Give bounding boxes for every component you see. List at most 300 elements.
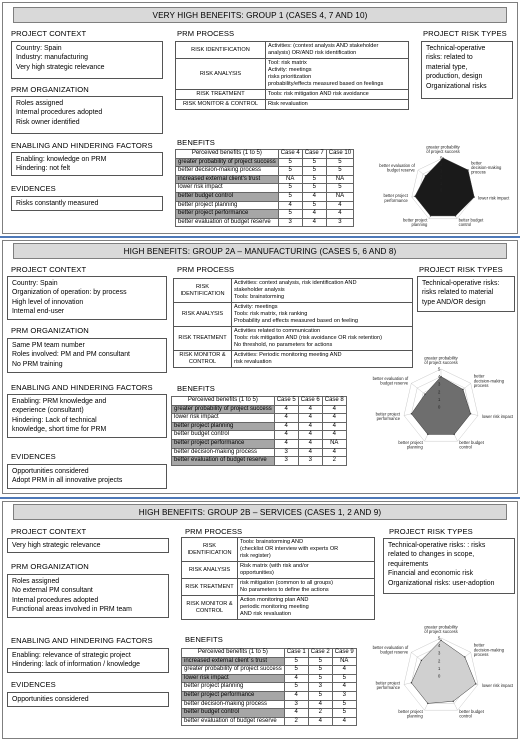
benefit-score: 5: [326, 158, 353, 167]
evidences-title: EVIDENCES: [11, 184, 56, 193]
benefit-label: better decision-making process: [172, 448, 275, 457]
radar-point: [442, 157, 443, 158]
radar-point: [454, 434, 455, 435]
process-title: PRM PROCESS: [177, 265, 235, 274]
factors-title: ENABLING AND HINDERING FACTORS: [11, 383, 153, 392]
benefits-case-header: Case 2: [308, 649, 332, 658]
benefits-radar-chart: [363, 136, 517, 232]
benefit-score: 4: [322, 448, 346, 457]
group-divider: [0, 236, 520, 238]
process-row: [176, 90, 409, 100]
benefits-row: [182, 657, 357, 666]
radar-point: [438, 374, 441, 380]
benefit-score: NA: [326, 192, 353, 201]
radar-series-area: [411, 377, 470, 435]
organization-item: Roles assigned: [16, 100, 64, 107]
organization-title: PRM ORGANIZATION: [11, 85, 89, 94]
risk-type-item: production, design: [426, 73, 483, 81]
risk-type-item: requirements: [388, 560, 429, 568]
benefits-case-header: Case 7: [302, 150, 326, 159]
radar-tick-label: 5: [438, 366, 441, 372]
benefit-score: 5: [326, 167, 353, 176]
benefits-row: [182, 674, 357, 683]
process-line: Action monitoring plan AND: [240, 597, 309, 603]
organization-title: PRM ORGANIZATION: [11, 562, 89, 571]
radar-tick-label: 4: [438, 643, 441, 649]
radar-axis-label: better project performance: [375, 411, 401, 422]
benefit-score: 2: [284, 717, 308, 726]
radar-tick-label: 0: [438, 673, 441, 679]
radar-axis-label: greater probability of project success: [426, 144, 460, 154]
benefit-score: 3: [278, 218, 302, 227]
benefits-case-header: Case 9: [332, 649, 356, 658]
benefit-label: better evaluation of budget reserve: [176, 218, 279, 227]
radar-axis-label: better evaluation of budget reserve: [372, 645, 409, 655]
radar-point: [427, 434, 428, 435]
risk-types-title: PROJECT RISK TYPES: [389, 527, 473, 536]
context-item: Internal end-user: [12, 308, 65, 316]
context-item: High level of innovation: [12, 298, 84, 306]
evidences-item: Opportunities considered: [12, 696, 89, 703]
process-key: RISK TREATMENT: [182, 579, 238, 596]
radar-axis-label: better project planning: [398, 440, 423, 450]
radar-point: [467, 169, 468, 170]
evidences-box: [7, 692, 169, 707]
benefit-label: better decision-making process: [182, 700, 285, 709]
benefit-label: better evaluation of budget reserve: [182, 717, 285, 726]
factors-item: Hindering: Lack of technical: [12, 416, 97, 424]
evidences-item: Risks constantly measured: [16, 200, 99, 207]
radar-axis-label: better decision-making process: [471, 160, 502, 175]
benefit-score: 5: [332, 709, 356, 718]
benefits-row: [172, 439, 347, 448]
benefit-score: 4: [284, 674, 308, 683]
radar-tick-label: 5: [440, 155, 443, 161]
risk-types-box: [383, 538, 515, 594]
context-item: Very high strategic relevance: [16, 63, 105, 71]
benefit-label: better project performance: [172, 439, 275, 448]
process-line: Activities: context analysis, risk identification AND: [234, 280, 357, 286]
benefits-case-header: Case 1: [284, 649, 308, 658]
benefit-label: greater probability of project success: [172, 405, 275, 414]
group-1-panel: [2, 2, 518, 234]
benefit-score: NA: [278, 175, 302, 184]
benefit-score: 4: [274, 405, 298, 414]
factors-box: [11, 152, 163, 176]
radar-point: [424, 394, 425, 395]
process-line: risk mitigation (common to all groups): [240, 580, 333, 586]
benefit-score: 2: [322, 457, 346, 466]
benefit-score: 5: [278, 158, 302, 167]
process-key: RISK TREATMENT: [176, 90, 266, 100]
radar-point: [455, 215, 456, 216]
radar-tick-label: 3: [440, 168, 443, 174]
process-line: stakeholder analysis: [234, 287, 285, 293]
organization-box: [7, 574, 169, 618]
process-line: Tools: brainstorming: [234, 294, 285, 300]
benefit-score: 4: [332, 717, 356, 726]
process-line: Risk matrix (with risk and/or: [240, 563, 309, 569]
benefit-score: 5: [278, 192, 302, 201]
risk-type-item: type AND/OR design: [422, 298, 486, 306]
benefit-label: better project planning: [182, 683, 285, 692]
factors-item: experience (consultant): [12, 407, 84, 415]
benefit-score: 4: [298, 448, 322, 457]
context-item: Industry: manufacturing: [16, 54, 89, 62]
benefits-case-header: Case 6: [298, 397, 322, 406]
benefit-score: 5: [302, 167, 326, 176]
radar-axis-label: better budget control: [459, 709, 484, 719]
radar-axis-label: better budget control: [459, 440, 484, 450]
risk-types-title: PROJECT RISK TYPES: [419, 265, 503, 274]
factors-item: Enabling: relevance of strategic project: [12, 652, 131, 659]
benefits-row: [182, 691, 357, 700]
benefits-row: [172, 405, 347, 414]
radar-point: [427, 703, 428, 704]
benefit-label: better decision-making process: [176, 167, 279, 176]
benefit-score: 4: [332, 683, 356, 692]
organization-item: Internal procedures adopted: [12, 596, 99, 604]
process-key: RISK IDENTIFICATION: [182, 538, 238, 562]
radar-tick-label: 4: [438, 374, 441, 380]
benefit-score: 4: [322, 414, 346, 423]
group-2a-panel: [2, 240, 518, 494]
benefit-score: 5: [278, 167, 302, 176]
benefit-score: 5: [278, 210, 302, 219]
group-divider: [0, 497, 520, 499]
benefit-label: better project performance: [182, 691, 285, 700]
radar-tick-label: 2: [438, 389, 441, 395]
process-line: (checklist OR interview with experts OR: [240, 546, 339, 552]
benefits-row: [182, 683, 357, 692]
benefit-label: greater probability of project success: [176, 158, 279, 167]
process-row: [182, 562, 375, 579]
group-title: VERY HIGH BENEFITS: GROUP 1 (CASES 4, 7 AND 10): [13, 7, 507, 23]
radar-axis-label: better decision-making process: [473, 373, 505, 388]
process-line: No parameters to define the actions: [240, 587, 329, 593]
radar-point: [470, 413, 471, 414]
benefit-score: 4: [302, 218, 326, 227]
radar-tick-label: 5: [438, 635, 441, 641]
benefit-score: 4: [302, 210, 326, 219]
benefit-label: increased external client´s trust: [182, 657, 285, 666]
process-line: periodic monitoring meeting: [240, 604, 309, 610]
evidences-title: EVIDENCES: [11, 680, 56, 689]
process-title: PRM PROCESS: [177, 29, 235, 38]
radar-axis-label: lower risk impact: [481, 682, 514, 688]
process-line: probability/effects measured based on feelings: [268, 81, 384, 87]
benefit-score: NA: [326, 175, 353, 184]
organization-item: No PRM training: [12, 360, 63, 368]
process-key: RISK MONITOR & CONTROL: [174, 351, 232, 368]
process-row: [174, 303, 413, 327]
organization-item: Same PM team number: [12, 342, 85, 349]
process-table: [181, 537, 375, 620]
benefit-score: NA: [322, 439, 346, 448]
evidences-box: [7, 464, 167, 489]
process-row: [182, 596, 375, 620]
benefits-case-header: Case 5: [274, 397, 298, 406]
benefits-row: [182, 709, 357, 718]
process-key: RISK IDENTIFICATION: [176, 42, 266, 59]
process-key: RISK MONITOR & CONTROL: [176, 100, 266, 110]
benefits-title: BENEFITS: [177, 138, 215, 147]
benefit-score: 4: [284, 709, 308, 718]
factors-title: ENABLING AND HINDERING FACTORS: [11, 636, 153, 645]
benefits-row: [172, 431, 347, 440]
organization-box: [7, 338, 167, 373]
benefits-radar-chart: [361, 612, 517, 736]
process-row: [176, 59, 409, 90]
process-line: Tools: risk mitigation AND risk avoidance: [268, 91, 369, 97]
context-box: [7, 538, 169, 553]
benefits-title: BENEFITS: [185, 635, 223, 644]
benefit-score: 5: [308, 674, 332, 683]
risk-type-item: related to changes in scope,: [388, 551, 475, 559]
benefit-score: 3: [298, 457, 322, 466]
process-line: No threshold, no parameters for actions: [234, 342, 333, 348]
risk-type-item: Financial and economic risk: [388, 570, 474, 578]
evidences-box: [11, 196, 163, 211]
benefits-header-row: [172, 397, 347, 406]
benefit-score: 5: [326, 184, 353, 193]
benefit-score: 4: [274, 414, 298, 423]
process-line: Tool: risk matrix: [268, 60, 307, 66]
benefits-table: [181, 648, 357, 726]
process-key: RISK ANALYSIS: [174, 303, 232, 327]
radar-point: [475, 683, 476, 684]
benefit-score: 4: [308, 700, 332, 709]
benefit-score: 4: [322, 422, 346, 431]
risk-types-box: [417, 276, 515, 312]
process-row: [176, 42, 409, 59]
group-2b-panel: [2, 501, 518, 739]
benefits-row: [172, 422, 347, 431]
process-row: [176, 100, 409, 110]
process-line: analysis) OR/AND risk identification: [268, 50, 357, 56]
process-line: Activities: (context analysis AND stakeholder: [268, 43, 379, 49]
benefits-header-label: Perceived benefits (1 to 5): [182, 649, 285, 658]
context-title: PROJECT CONTEXT: [11, 527, 87, 536]
risk-type-item: Technical-operative: [426, 45, 486, 52]
group-title: HIGH BENEFITS: GROUP 2A – MANUFACTURING (CASES 5, 6 AND 8): [13, 243, 507, 259]
radar-tick-label: 2: [438, 658, 441, 664]
radar-point: [425, 175, 426, 176]
benefit-score: 3: [274, 448, 298, 457]
benefit-score: 4: [322, 405, 346, 414]
radar-tick-label: 1: [440, 181, 443, 187]
organization-title: PRM ORGANIZATION: [11, 326, 89, 335]
context-item: Country: Spain: [16, 45, 62, 52]
radar-axis-label: lower risk impact: [478, 195, 510, 201]
benefits-case-header: Case 8: [322, 397, 346, 406]
process-key: RISK ANALYSIS: [182, 562, 238, 579]
process-row: [182, 538, 375, 562]
factors-title: ENABLING AND HINDERING FACTORS: [11, 141, 153, 150]
radar-tick-label: 0: [440, 187, 443, 193]
radar-axis-label: better project planning: [398, 709, 423, 719]
benefit-label: lower risk impact: [172, 414, 275, 423]
benefit-score: 3: [274, 457, 298, 466]
benefit-score: 5: [332, 674, 356, 683]
benefit-label: greater probability of project success: [182, 666, 285, 675]
organization-item: Internal procedures adopted: [16, 109, 103, 117]
risk-type-item: material type,: [426, 63, 468, 71]
radar-point: [414, 196, 415, 197]
benefit-score: 3: [308, 683, 332, 692]
benefit-label: lower risk impact: [176, 184, 279, 193]
benefit-score: 5: [284, 683, 308, 692]
benefit-score: 5: [284, 666, 308, 675]
benefits-title: BENEFITS: [177, 384, 215, 393]
benefit-label: better project planning: [172, 422, 275, 431]
benefit-score: 4: [278, 201, 302, 210]
context-box: [11, 41, 163, 79]
process-line: Activity: meetings: [234, 304, 278, 310]
benefits-row: [176, 218, 354, 227]
process-line: Activity: meetings: [268, 67, 312, 73]
benefit-score: 4: [274, 422, 298, 431]
benefits-case-header: Case 10: [326, 150, 353, 159]
radar-axis-label: greater probability of project success: [424, 624, 458, 634]
benefits-row: [182, 717, 357, 726]
benefit-score: 4: [302, 192, 326, 201]
radar-tick-label: 4: [440, 161, 443, 167]
radar-tick-label: 3: [438, 381, 441, 387]
evidences-item: Opportunities considered: [12, 468, 89, 475]
radar-axis-label: better evaluation of budget reserve: [372, 376, 409, 386]
organization-item: Roles assigned: [12, 578, 60, 585]
benefits-header-row: [182, 649, 357, 658]
benefit-score: 4: [274, 431, 298, 440]
radar-point: [464, 656, 465, 657]
benefits-row: [176, 158, 354, 167]
organization-item: Roles involved: PM and PM consultant: [12, 351, 130, 359]
benefit-score: 4: [298, 422, 322, 431]
benefit-score: 4: [298, 414, 322, 423]
factors-item: knowledge, short time for PRM: [12, 426, 107, 434]
context-item: Very high strategic relevance: [12, 542, 101, 549]
risk-type-item: Organizational risks: user-adoption: [388, 579, 495, 587]
benefit-label: better budget control: [176, 192, 279, 201]
process-line: Activities: Periodic monitoring meeting AND: [234, 352, 342, 358]
benefit-score: 5: [302, 201, 326, 210]
radar-axis-label: better evaluation of budget reserve: [379, 162, 415, 173]
benefit-label: better budget control: [182, 709, 285, 718]
process-line: opportunities): [240, 570, 274, 576]
risk-type-item: Organizational risks: [426, 82, 487, 90]
benefit-score: 5: [302, 184, 326, 193]
benefit-score: 4: [326, 201, 353, 210]
process-line: Risk revaluation: [268, 101, 308, 107]
process-line: Tools: brainstorming AND: [240, 539, 304, 545]
context-item: Country: Spain: [12, 280, 58, 287]
radar-tick-label: 3: [438, 650, 441, 656]
process-line: Probability and effects measured based on feeling: [234, 318, 358, 324]
context-item: Organization of operation: by process: [12, 289, 127, 297]
factors-item: Hindering: not felt: [16, 165, 71, 173]
evidences-item: Adopt PRM in all innovative projects: [12, 477, 123, 485]
organization-item: No external PM consultant: [12, 587, 93, 595]
radar-point: [421, 660, 422, 661]
radar-axis-label: better decision-making process: [473, 642, 505, 657]
benefits-row: [182, 666, 357, 675]
benefit-score: 4: [274, 439, 298, 448]
benefits-header-label: Perceived benefits (1 to 5): [172, 397, 275, 406]
benefits-row: [172, 448, 347, 457]
benefit-score: 4: [298, 405, 322, 414]
radar-point: [411, 413, 412, 414]
process-key: RISK ANALYSIS: [176, 59, 266, 90]
benefits-row: [176, 210, 354, 219]
benefit-score: 2: [308, 709, 332, 718]
benefit-score: 5: [302, 158, 326, 167]
benefit-score: 3: [332, 691, 356, 700]
risk-types-box: [421, 41, 513, 99]
context-title: PROJECT CONTEXT: [11, 265, 87, 274]
process-key: RISK IDENTIFICATION: [174, 279, 232, 303]
context-title: PROJECT CONTEXT: [11, 29, 87, 38]
benefits-row: [176, 201, 354, 210]
process-line: risk register): [240, 553, 271, 559]
factors-box: [7, 648, 169, 673]
factors-item: Enabling: knowledge on PRM: [16, 156, 107, 163]
radar-tick-label: 2: [440, 174, 443, 180]
radar-axis-label: greater probability of project success: [424, 355, 458, 365]
risk-type-item: Technical-operative risks:: [422, 280, 500, 287]
benefit-score: 4: [298, 431, 322, 440]
factors-box: [7, 394, 167, 438]
radar-point: [462, 389, 463, 390]
benefit-score: 4: [322, 431, 346, 440]
radar-series-area: [415, 155, 474, 216]
radar-axis-label: better project performance: [383, 193, 408, 203]
benefits-row: [182, 700, 357, 709]
benefits-row: [176, 184, 354, 193]
benefits-row: [172, 457, 347, 466]
group-title: HIGH BENEFITS: GROUP 2B – SERVICES (CASES 1, 2 AND 9): [13, 504, 507, 520]
benefit-label: better evaluation of budget reserve: [172, 457, 275, 466]
radar-point: [411, 682, 412, 683]
benefit-label: increased external client's trust: [176, 175, 279, 184]
benefit-score: 5: [308, 657, 332, 666]
risk-type-item: risks: related to: [426, 54, 473, 62]
radar-series-area: [411, 640, 475, 703]
benefits-table: [171, 396, 347, 466]
benefits-header-label: Perceived benefits (1 to 5): [176, 150, 279, 159]
process-row: [174, 279, 413, 303]
radar-point: [430, 215, 431, 216]
benefit-label: better budget control: [172, 431, 275, 440]
organization-item: Risk owner identified: [16, 118, 80, 126]
process-key: RISK MONITOR & CONTROL: [182, 596, 238, 620]
process-title: PRM PROCESS: [185, 527, 243, 536]
benefit-score: 5: [284, 657, 308, 666]
benefits-row: [176, 175, 354, 184]
organization-box: [11, 96, 163, 134]
process-line: risk revaluation: [234, 359, 272, 365]
benefit-label: better project performance: [176, 210, 279, 219]
process-table: [175, 41, 409, 110]
radar-point: [440, 640, 441, 641]
radar-axis-label: better project performance: [375, 680, 401, 691]
benefit-score: 3: [284, 700, 308, 709]
radar-tick-label: 0: [438, 404, 441, 410]
process-line: AND risk revaluation: [240, 611, 291, 617]
benefit-label: lower risk impact: [182, 674, 285, 683]
process-line: Tools: risk matrix, risk ranking: [234, 311, 308, 317]
benefit-score: 3: [326, 218, 353, 227]
